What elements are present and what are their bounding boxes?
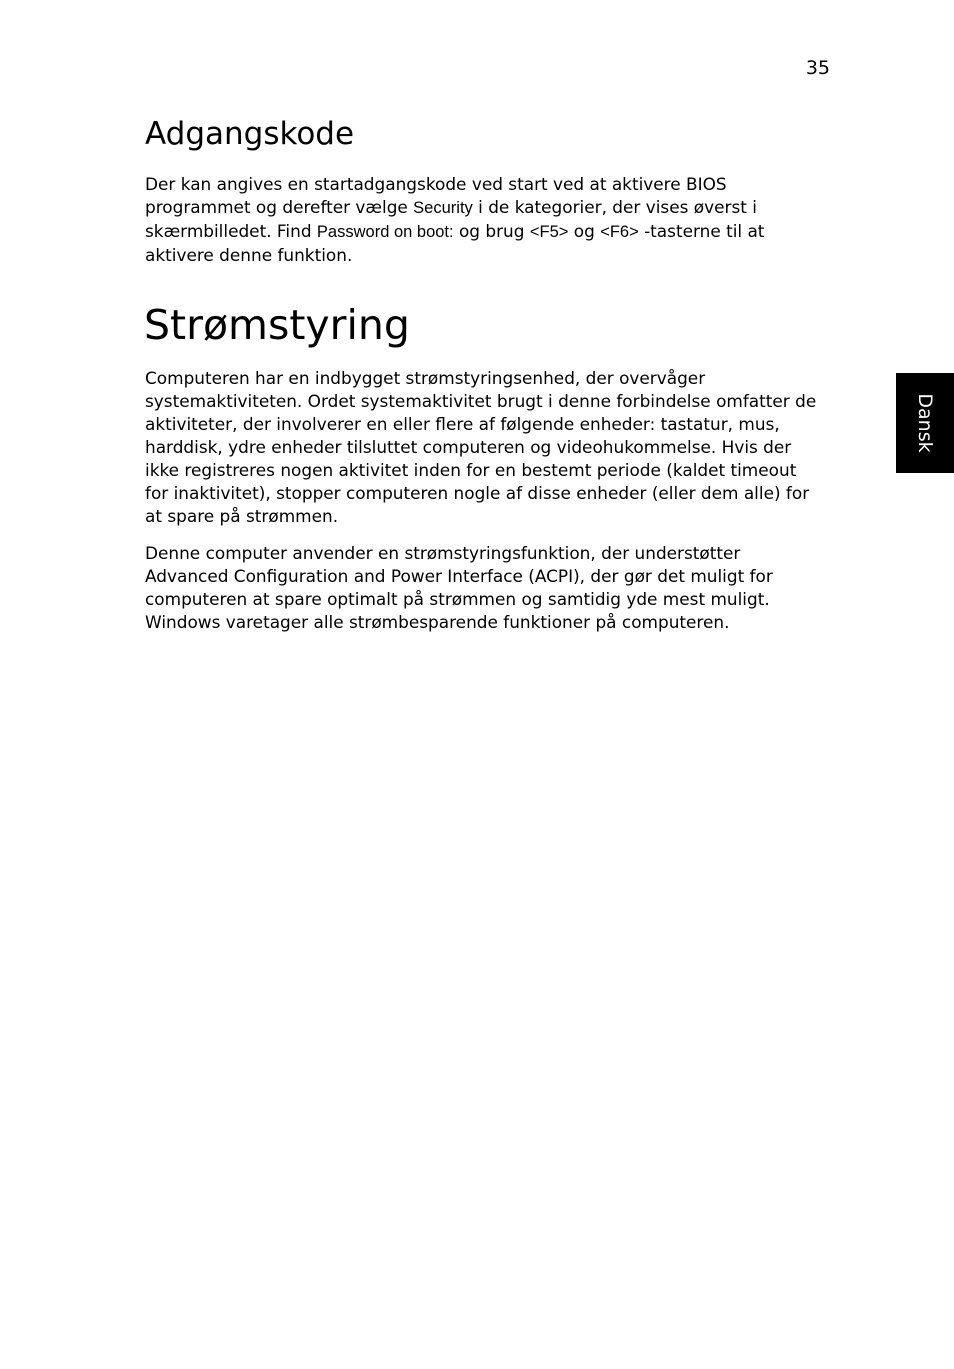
stromstyring-paragraph-2 <box>145 542 773 634</box>
text-line: computeren at spare optimalt på strømmen og samtidig yde mest muligt. <box>145 589 770 609</box>
text-fragment: i de kategorier, der vises øverst i <box>472 197 757 217</box>
chapter-title-stromstyring: Strømstyring <box>144 301 410 349</box>
text-line: Windows varetager alle strømbesparende funktioner på computeren. <box>145 612 730 632</box>
text-fragment: -tasterne til at <box>638 221 765 241</box>
text-line: Denne computer anvender en strømstyringsfunktion, der understøtter <box>145 543 741 563</box>
text-line: Computeren har en indbygget strømstyringsenhed, der overvåger <box>145 368 706 388</box>
text-fragment: og brug <box>453 221 530 241</box>
text-line: at spare på strømmen. <box>145 506 339 526</box>
stromstyring-paragraph-1 <box>145 367 816 528</box>
text-fragment: og <box>568 221 601 241</box>
text-line: ikke registreres nogen aktivitet inden for en bestemt periode (kaldet timeout <box>145 460 797 480</box>
ui-term-security: Security <box>413 199 473 217</box>
page-number: 35 <box>805 57 830 79</box>
text-line <box>145 196 764 220</box>
text-line: Advanced Configuration and Power Interface (ACPI), der gør det muligt for <box>145 566 773 586</box>
text-line: harddisk, ydre enheder tilsluttet computeren og videohukommelse. Hvis der <box>145 437 792 457</box>
text-line: systemaktiviteten. Ordet systemaktivitet brugt i denne forbindelse omfatter de <box>145 391 817 411</box>
text-line: for inaktivitet), stopper computeren nogle af disse enheder (eller dem alle) for <box>145 483 810 503</box>
key-f6: <F6> <box>600 223 639 241</box>
text-line: aktivere denne funktion. <box>145 245 353 265</box>
adgangskode-paragraph <box>145 173 764 267</box>
text-line <box>145 220 764 244</box>
text-line: aktiviteter, der involverer en eller flere af følgende enheder: tastatur, mus, <box>145 414 780 434</box>
ui-term-password-on-boot: Password on boot: <box>316 223 454 241</box>
key-f5: <F5> <box>529 223 569 241</box>
language-side-tab <box>896 373 954 473</box>
text-fragment: skærmbilledet. Find <box>145 221 317 241</box>
language-tab-label: Dansk <box>914 393 936 453</box>
text-fragment: programmet og derefter vælge <box>145 197 414 217</box>
text-line: Der kan angives en startadgangskode ved start ved at aktivere BIOS <box>145 174 727 194</box>
section-title-adgangskode: Adgangskode <box>145 116 355 152</box>
